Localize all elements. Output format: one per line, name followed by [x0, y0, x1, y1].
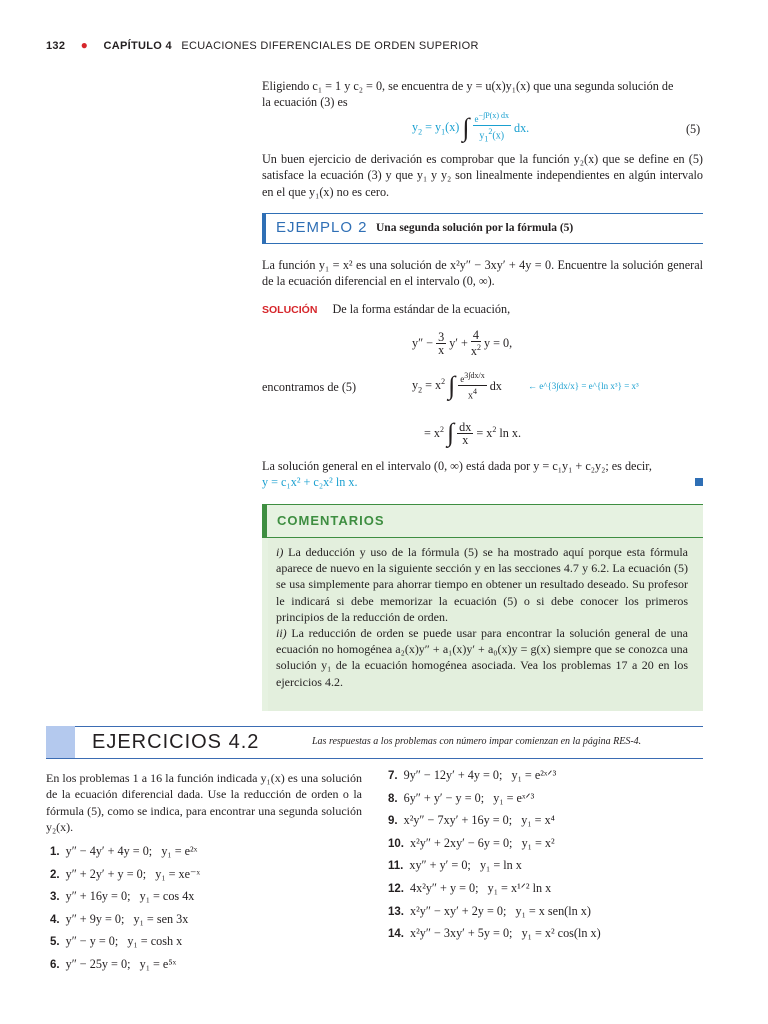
found-text: encontramos de (5)	[262, 380, 357, 394]
intro-paragraph: Un buen ejercicio de derivación es comprobar que la función y₂(x) que se define en (5) satisface la ecuación (3) y que y₁ y y₂ son linealmente independientes en algún intervalo en el que y₁(x) no es cero.	[262, 152, 703, 199]
problem-11: 11. xy″ + y′ = 0; y₁ = ln x	[388, 858, 522, 873]
standard-form-eq: y″ − $\frac{3}{x}$ y′ + $\frac{4}{x^2}$ y = 0,	[412, 327, 513, 359]
comments-body	[276, 544, 688, 690]
comments-box	[262, 504, 703, 711]
problem-6: 6. y″ − 25y = 0; y₁ = e⁵ˣ	[50, 956, 177, 971]
problem-9: 9. x²y″ − 7xy′ + 16y = 0; y₁ = x⁴	[388, 813, 555, 828]
problems-right	[388, 764, 703, 945]
chapter-label: CAPÍTULO 4	[103, 40, 172, 52]
problems-left	[50, 840, 360, 976]
solution-text: De la forma estándar de la ecuación,	[332, 302, 511, 316]
problem-8: 8. 6y″ + y′ − y = 0; y₁ = eˣᐟ³	[388, 790, 535, 805]
comment-1	[276, 544, 688, 625]
example-header	[262, 213, 703, 244]
problem-14: 14. x²y″ − 3xy′ + 5y = 0; y₁ = x² cos(ln x)	[388, 926, 601, 941]
intro-line-2: la ecuación (3) es	[262, 95, 348, 110]
side-note: ← e^{3∫dx/x} = e^{ln x³} = x³	[528, 381, 639, 391]
problem-5: 5. y″ − y = 0; y₁ = cosh x	[50, 934, 183, 949]
intro-line-1: Eligiendo c₁ = 1 y c₂ = 0, se encuentra de y = u(x)y₁(x) que una segunda solución de	[262, 79, 674, 93]
comment-1-text: La deducción y uso de la fórmula (5) se ha mostrado aquí porque esta fórmula aparece de nuevo en la siguiente sección y en las secciones 4.7 y 6.2. La ecuación (5) se usa simplemente para ahorrar tiempo en obtener un resultado deseado. Su profesor le indicará si debe memorizar la ecuación (5) o si debe conocer los primeros principios de la reducción de orden.	[276, 545, 688, 624]
comments-title: COMENTARIOS	[277, 513, 385, 528]
exercises-instructions: En los problemas 1 a 16 la función indicada y₁(x) es una solución de la ecuación diferencial dada. Use la reducción de orden o la fórmula (5), como se indica, para encontrar una segunda solución y₂(x).	[46, 771, 362, 835]
example-statement: La función y₁ = x² es una solución de x²y″ − 3xy′ + 4y = 0. Encuentre la solución general de la ecuación diferencial en el intervalo (0, ∞).	[262, 258, 703, 289]
comment-1-marker: i)	[276, 545, 284, 559]
formula-5: $y_2 = y_1(x)$ ∫ $\frac{e^{-\int P(x) dx}}{y_1^2(x)}$ dx.	[412, 111, 530, 144]
eq-number-5: (5)	[686, 122, 701, 136]
running-header	[46, 38, 479, 52]
bullet-icon: ●	[80, 38, 89, 52]
example-title: Una segunda solución por la fórmula (5)	[376, 222, 574, 234]
problem-4: 4. y″ + 9y = 0; y₁ = sen 3x	[50, 911, 189, 926]
problem-13: 13. x²y″ − xy′ + 2y = 0; y₁ = x sen(ln x)	[388, 903, 591, 918]
chapter-title: ECUACIONES DIFERENCIALES DE ORDEN SUPERIOR	[181, 40, 479, 52]
exercises-note: Las respuestas a los problemas con número impar comienzan en la página RES-4.	[312, 736, 642, 747]
intro-text	[262, 78, 703, 111]
general-solution-line: La solución general en el intervalo (0, ∞) está dada por y = c₁y₁ + c₂y₂; es decir,	[262, 459, 652, 473]
exercises-title: EJERCICIOS 4.2	[92, 731, 260, 753]
example-label: EJEMPLO 2	[276, 219, 368, 236]
page-number: 132	[46, 40, 66, 52]
problem-3: 3. y″ + 16y = 0; y₁ = cos 4x	[50, 889, 195, 904]
problem-7: 7. 9y″ − 12y′ + 4y = 0; y₁ = e²ˣᐟ³	[388, 768, 557, 782]
end-of-example-square	[695, 478, 703, 486]
solution-label: SOLUCIÓN	[262, 304, 318, 316]
problem-10: 10. x²y″ + 2xy′ − 6y = 0; y₁ = x²	[388, 835, 555, 850]
comment-2	[276, 625, 688, 690]
general-solution-eq: y = c₁x² + c₂x² ln x.	[262, 475, 358, 489]
problem-12: 12. 4x²y″ + y = 0; y₁ = x¹ᐟ² ln x	[388, 880, 552, 895]
problem-1: 1. y″ − 4y′ + 4y = 0; y₁ = e²ˣ	[50, 844, 198, 858]
y2-result: = $x^2$ ∫ $\frac{dx}{x}$ = $x^2$ ln x.	[424, 418, 522, 447]
exercises-header	[46, 726, 703, 759]
problem-2: 2. y″ + 2y′ + y = 0; y₁ = xe⁻ˣ	[50, 866, 201, 881]
comment-2-marker: ii)	[276, 626, 287, 641]
comment-2-text: La reducción de orden se puede usar para encontrar la solución general de una ecuación no homogénea a₂(x)y″ + a₁(x)y′ + a₀(x)y = g(x) siempre que se conozca una solución y₁ de la ecuación homogénea asociada. Vea los problemas 17 a 20 en los ejercicios 4.2.	[276, 626, 689, 689]
solution-line	[262, 301, 510, 318]
y2-formula: $y_2 = x^2$ ∫ $\frac{e^{3\int dx/x}}{x^4}$ dx	[412, 370, 502, 402]
